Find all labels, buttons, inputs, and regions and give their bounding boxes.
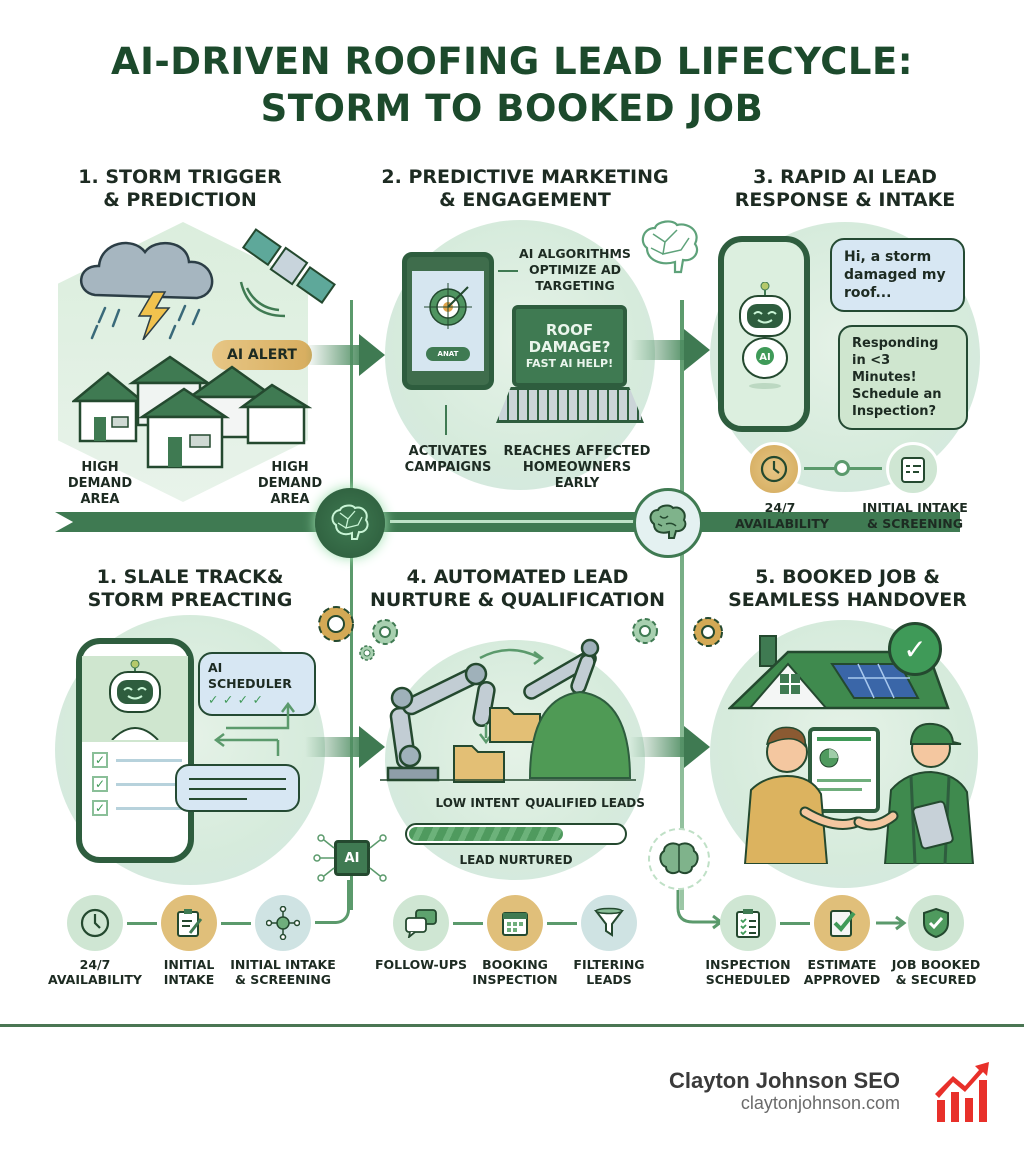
section-3-title-line-2: RESPONSE & INTAKE [734, 189, 956, 211]
section-2-title-line-1: 2. PREDICTIVE MARKETING [381, 166, 669, 188]
label-line: DEMAND [67, 476, 133, 491]
section-2-title [370, 166, 680, 212]
label-line: DEMAND [257, 476, 323, 491]
laptop-screen-line-3: FAST AI HELP! [525, 356, 614, 370]
chat-bubble-user-text: Hi, a storm damaged my roof... [844, 249, 946, 301]
high-demand-area-right [250, 460, 330, 508]
step-label-line: FOLLOW-UPS [374, 957, 467, 972]
tablet-device [402, 252, 494, 390]
title-line-1: AI-DRIVEN ROOFING LEAD LIFECYCLE: [110, 40, 914, 83]
step-label-line: AVAILABILITY [48, 972, 142, 987]
activates-campaigns-label [398, 444, 498, 476]
laptop-screen-line-1: ROOF [545, 320, 594, 339]
section-1-title [40, 166, 320, 212]
ai-scheduler-checks: ✓ ✓ ✓ ✓ [208, 692, 263, 707]
section-2-title-line-2: & ENGAGEMENT [439, 189, 611, 211]
step-connector [453, 922, 483, 925]
growth-chart-logo-icon [935, 1060, 991, 1124]
label-line: INITIAL INTAKE [862, 500, 968, 515]
target-icon [424, 281, 474, 331]
step-label-line: FILTERING [573, 957, 645, 972]
phone-device [718, 236, 810, 432]
step-label-intake-screening [228, 957, 338, 987]
section-4-title-line-2: NURTURE & QUALIFICATION [369, 589, 666, 611]
clock-icon [79, 907, 111, 939]
brain-icon [646, 504, 690, 542]
label-line: AREA [80, 492, 120, 507]
storm-cloud-icon [75, 230, 225, 340]
step-estimate-approved [814, 895, 870, 951]
tablet-screen [412, 271, 484, 371]
label-line: HOMEOWNERS [522, 460, 632, 475]
flow-arrow-1-to-2 [305, 340, 385, 370]
step-label-line: INSPECTION [472, 972, 558, 987]
chat-bubble-user [830, 238, 965, 312]
label-line: & SCREENING [867, 516, 963, 531]
booked-check-badge: ✓ [888, 622, 942, 676]
brain-node-lower [648, 828, 710, 890]
calendar-icon [500, 908, 530, 938]
callout-line: AI ALGORITHMS [519, 246, 631, 261]
gear-icon-gold-right [688, 612, 728, 652]
label-line: EARLY [554, 476, 600, 491]
step-inspection-scheduled [720, 895, 776, 951]
progress-fill [409, 827, 563, 841]
section-1b-title-line-2: STORM PREACTING [87, 589, 293, 611]
brain-icon [658, 841, 700, 877]
clock-icon [747, 442, 801, 496]
houses-icon [72, 355, 312, 470]
label-line: CAMPAIGNS [404, 460, 492, 475]
scheduler-phone-device [76, 638, 194, 863]
section-3-title-line-1: 3. RAPID AI LEAD [753, 166, 937, 188]
laptop-keyboard [496, 387, 644, 423]
label-line: REACHES AFFECTED [503, 444, 651, 459]
step-job-booked [908, 895, 964, 951]
label-line: AVAILABILITY [735, 516, 829, 531]
step-label-line: INSPECTION [705, 957, 791, 972]
robotic-arms-icon [380, 628, 640, 788]
checklist-item: ✓ [92, 748, 182, 772]
chat-bubble-bot-text: Responding in <3 Minutes! Schedule an Inspection? [852, 336, 942, 419]
label-line: 24/7 [764, 500, 796, 515]
reply-line [189, 798, 247, 800]
flow-arrow-4-to-5 [630, 732, 710, 762]
title-line-2: STORM TO BOOKED JOB [260, 87, 764, 130]
lead-nurtured-label [405, 852, 627, 868]
tablet-cta-button[interactable] [426, 347, 470, 361]
step-booking-inspection [487, 895, 543, 951]
laptop-device [512, 305, 627, 387]
ai-chip-label: AI [344, 850, 360, 866]
curved-arrow-to-inspection [675, 890, 725, 930]
step-label-line: JOB BOOKED [891, 957, 981, 972]
approved-doc-icon [827, 907, 857, 939]
section-4-title-line-1: 4. AUTOMATED LEAD [406, 566, 629, 588]
section-3-title [715, 166, 975, 212]
step-arrow-connector [874, 914, 908, 932]
section-5-title [715, 566, 980, 612]
laptop-screen-line-2: DAMAGE? [528, 337, 611, 356]
step-label-line: APPROVED [803, 972, 881, 987]
label-line: ACTIVATES [408, 444, 488, 459]
ai-scheduler-label: AI SCHEDULER [208, 660, 292, 691]
timeline-band-highlight [390, 520, 640, 523]
chat-bubbles-icon [404, 908, 438, 938]
lead-nurtured-text: LEAD NURTURED [459, 853, 573, 867]
robot-icon [730, 282, 800, 392]
flow-arrow-1b-to-4 [305, 732, 385, 762]
step-connector [221, 922, 251, 925]
step-label-line: SCHEDULED [705, 972, 791, 987]
intake-screening-label [855, 500, 975, 532]
step-intake-screening [255, 895, 311, 951]
section-1b-title-line-1: 1. SLALE TRACK& [96, 566, 284, 588]
sync-arrows-icon [208, 700, 298, 760]
label-line: AREA [270, 492, 310, 507]
qualified-leads-text: QUALIFIED LEADS [525, 796, 645, 810]
step-label-line: 24/7 [79, 957, 111, 972]
footer-divider [0, 1024, 1024, 1027]
step-connector [127, 922, 157, 925]
step-label-line: INITIAL [163, 957, 215, 972]
low-intent-text: LOW INTENT [435, 796, 520, 810]
gear-icon-gold [310, 598, 362, 650]
step-connector [547, 922, 577, 925]
step-label-line: INITIAL INTAKE [230, 957, 336, 972]
ai-algorithms-callout [515, 246, 635, 294]
handshake-people-illustration [735, 712, 980, 864]
callout-line: TARGETING [535, 278, 615, 293]
gear-icon-small [357, 643, 377, 663]
wireframe-brain-icon [637, 218, 707, 278]
flow-arrow-2-to-3 [630, 335, 710, 365]
step-filtering-leads [581, 895, 637, 951]
chat-bubble-bot [838, 325, 968, 430]
availability-label [735, 500, 829, 532]
funnel-icon [594, 907, 624, 939]
lead-nurtured-progress-bar [405, 823, 627, 845]
step-label-line: LEADS [586, 972, 632, 987]
high-demand-area-left [60, 460, 140, 508]
label-line: HIGH [271, 460, 309, 475]
brand-url[interactable]: claytonjohnson.com [740, 1093, 900, 1113]
brain-node-right [633, 488, 703, 558]
step-24-7-availability [67, 895, 123, 951]
step-follow-ups [393, 895, 449, 951]
phone-checklist [92, 748, 182, 820]
step-label-filtering-leads [554, 957, 664, 987]
clipboard-pen-icon [174, 907, 204, 939]
callout-line: OPTIMIZE AD [528, 262, 622, 277]
brand-name: Clayton Johnson SEO [668, 1068, 900, 1093]
reply-line [189, 788, 286, 790]
section-1-title-line-1: 1. STORM TRIGGER [78, 166, 282, 188]
label-line: HIGH [81, 460, 119, 475]
reply-bubble [175, 764, 300, 812]
neural-brain-icon [328, 503, 372, 543]
checklist-item: ✓ [92, 772, 182, 796]
section-5-title-line-2: SEAMLESS HANDOVER [728, 589, 967, 611]
checklist-icon [734, 907, 762, 939]
step-connector [780, 922, 810, 925]
page-title [0, 38, 1024, 132]
checklist-item: ✓ [92, 796, 182, 820]
connector-vertical-right [680, 300, 684, 910]
step-label-job-booked [881, 957, 991, 987]
reaches-homeowners-label [502, 444, 652, 492]
section-5-title-line-1: 5. BOOKED JOB & [755, 566, 940, 588]
step-label-line: ESTIMATE [807, 957, 877, 972]
step-connector-curve [315, 880, 350, 924]
intake-clipboard-icon [886, 442, 940, 496]
connector-node [834, 460, 850, 476]
section-1-title-line-2: & PREDICTION [103, 189, 257, 211]
section-4-title [365, 566, 670, 612]
step-initial-intake [161, 895, 217, 951]
section-1b-title [55, 566, 325, 612]
robot-ai-badge: AI [759, 352, 771, 363]
connector-tablet-label [445, 405, 447, 435]
reply-line [189, 778, 286, 780]
shield-check-icon [922, 907, 950, 939]
ai-alert-label: AI ALERT [227, 347, 297, 363]
step-label-line: & SECURED [895, 972, 977, 987]
low-intent-label [430, 795, 525, 811]
step-label-line: & SCREENING [235, 972, 331, 987]
network-icon [266, 906, 300, 940]
step-label-line: INTAKE [163, 972, 215, 987]
qualified-leads-label [525, 795, 645, 811]
robot-icon [104, 660, 166, 740]
step-label-line: BOOKING [482, 957, 548, 972]
satellite-icon [235, 218, 345, 318]
tablet-cta-label: ANAT [437, 350, 459, 358]
